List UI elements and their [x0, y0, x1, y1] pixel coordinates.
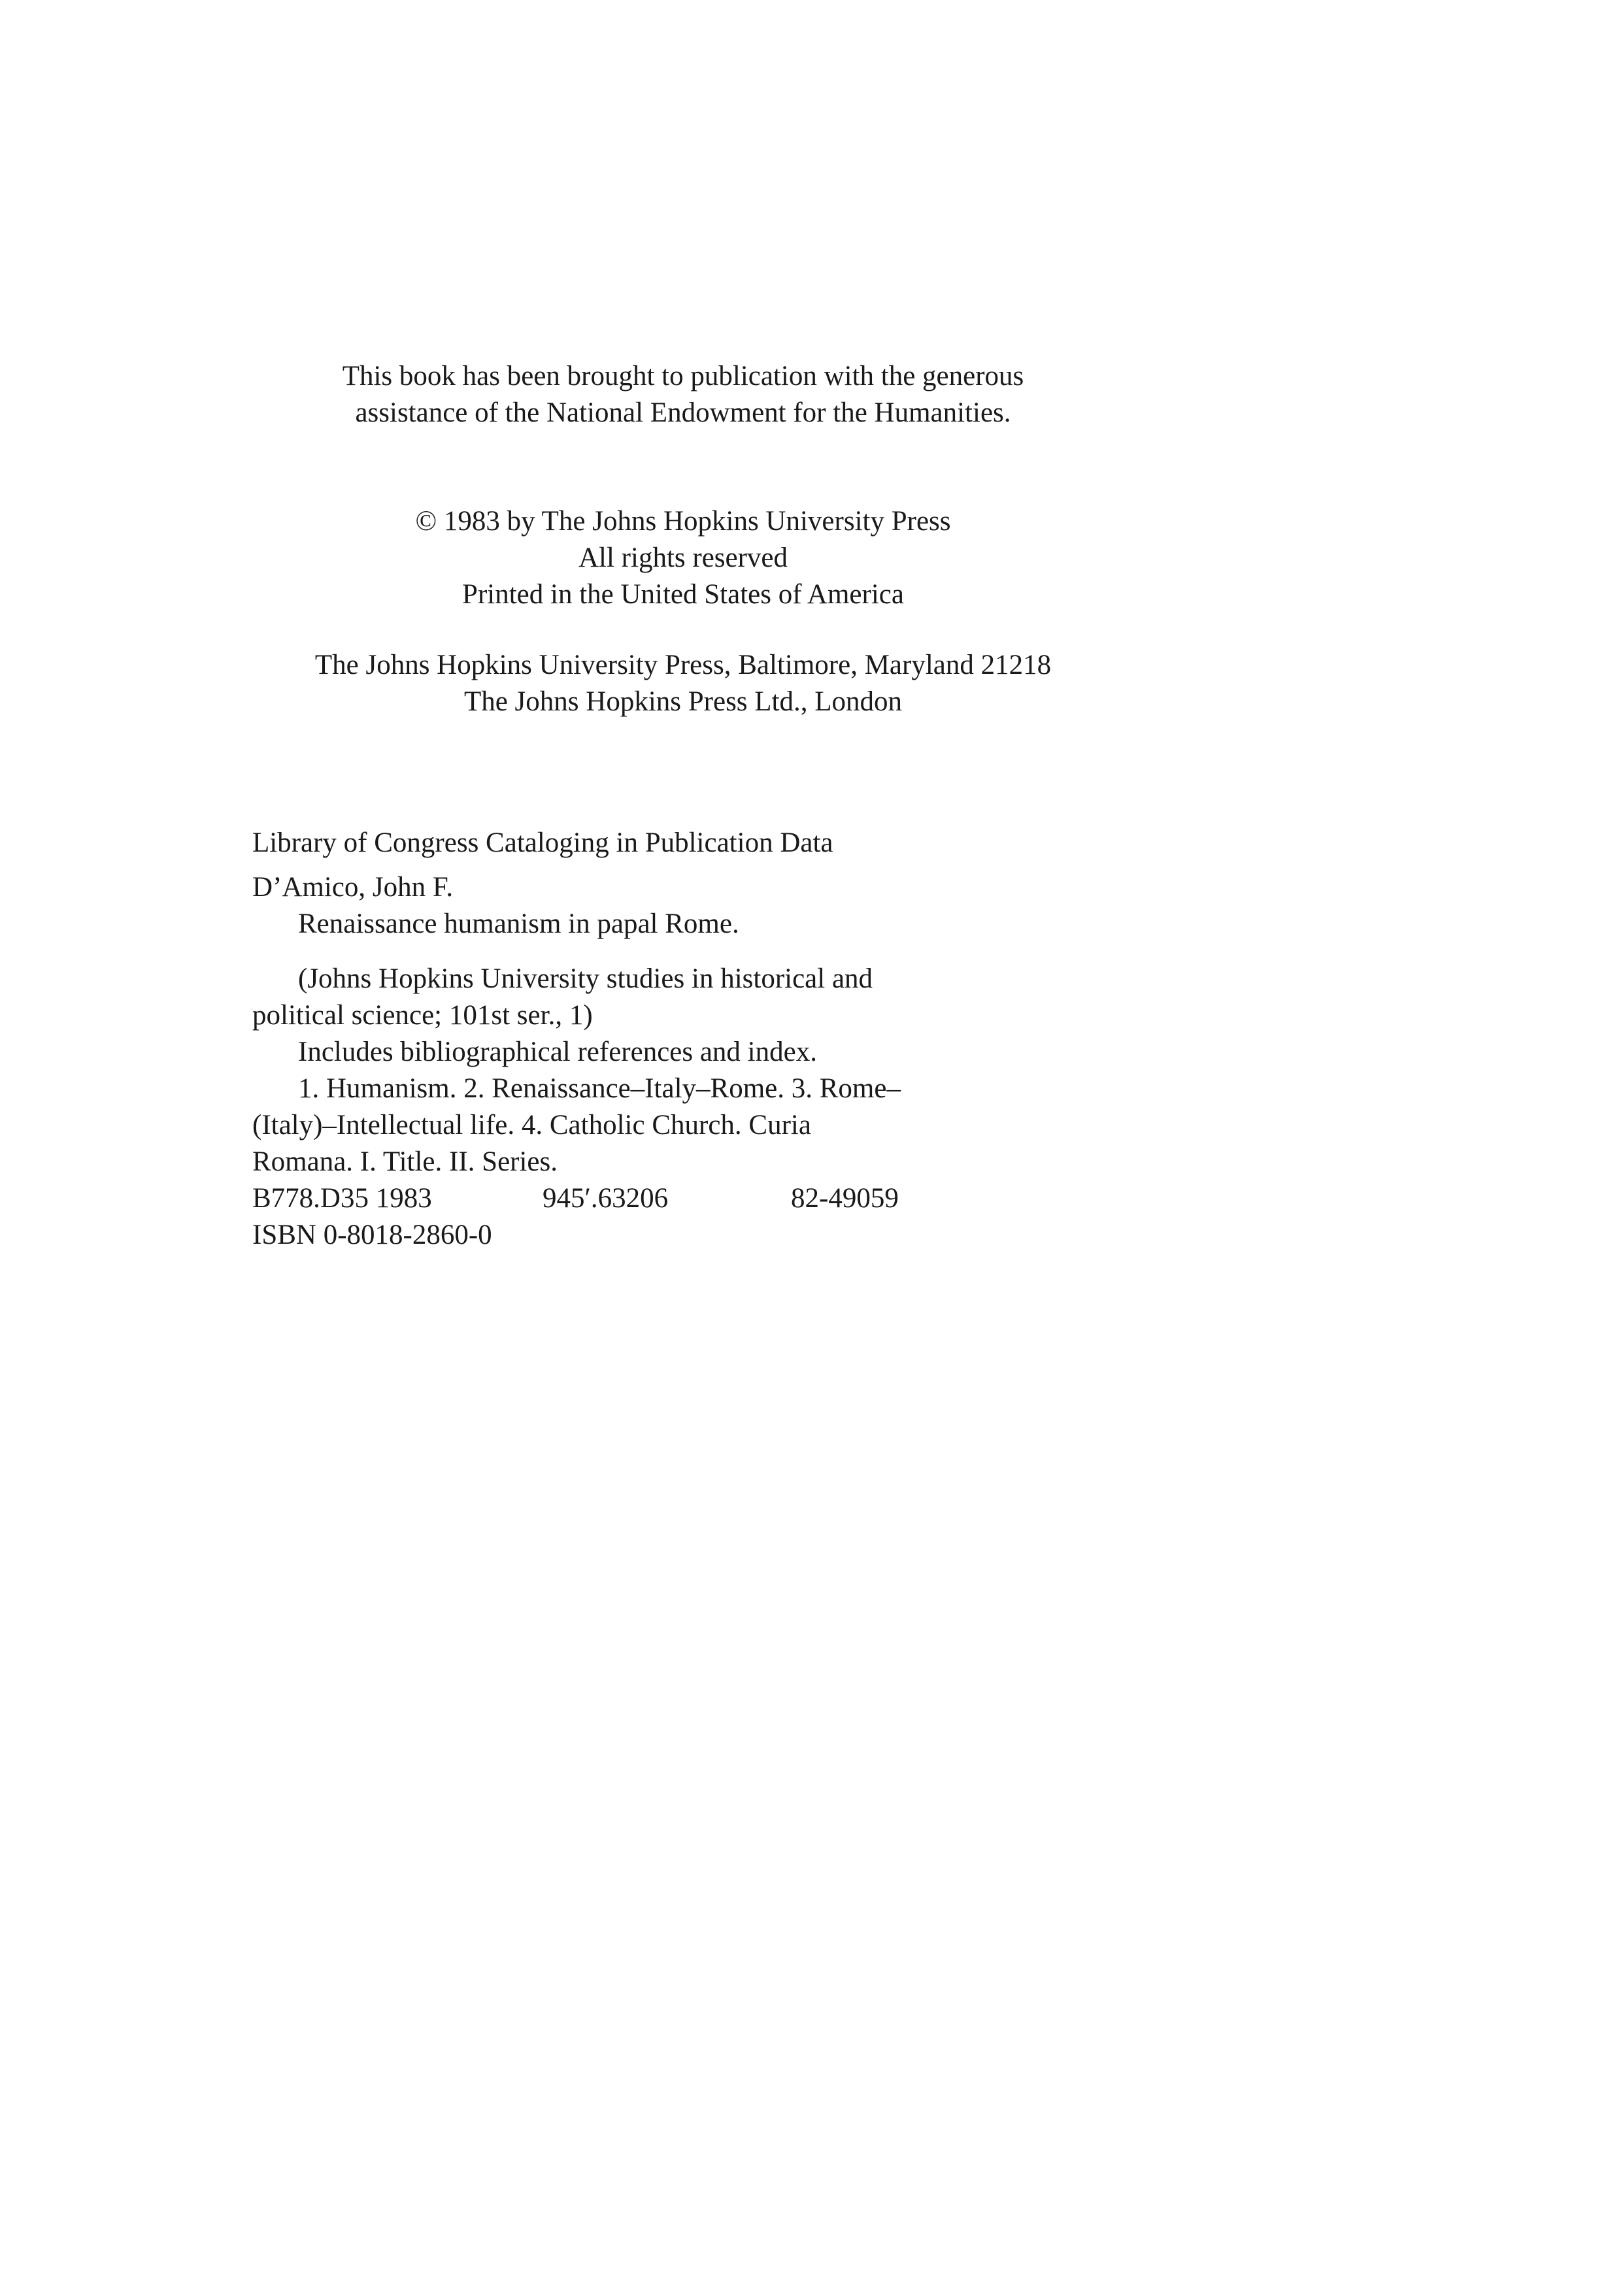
- cip-lccn: 82-49059: [791, 1183, 899, 1214]
- cip-dewey: 945′.63206: [543, 1183, 669, 1214]
- copyright-line: © 1983 by The Johns Hopkins University Press: [415, 506, 951, 537]
- cip-title: Renaissance humanism in papal Rome.: [298, 908, 739, 939]
- funding-line-1: This book has been brought to publication with the generous: [342, 361, 1024, 391]
- cip-series-line-2: political science; 101st ser., 1): [252, 1000, 593, 1031]
- publisher-line-2: The Johns Hopkins Press Ltd., London: [463, 686, 903, 717]
- cip-call-number: B778.D35 1983: [252, 1183, 432, 1214]
- cip-notes: Includes bibliographical references and index.: [298, 1037, 817, 1067]
- cip-subjects-line-3: Romana. I. Title. II. Series.: [252, 1146, 558, 1177]
- funding-line-2: assistance of the National Endowment for the Humanities.: [355, 397, 1011, 428]
- publisher-info: [248, 647, 1118, 720]
- cip-author: D’Amico, John F.: [252, 872, 454, 903]
- cip-author-block: [252, 869, 1167, 942]
- copyright-notice: [248, 503, 1118, 613]
- cip-record-details: [252, 961, 1167, 1254]
- cip-classification-row: [252, 1180, 1167, 1217]
- cip-series-line-1: (Johns Hopkins University studies in historical and: [298, 963, 873, 994]
- cip-subjects-line-1: 1. Humanism. 2. Renaissance–Italy–Rome. 3. Rome–: [298, 1073, 901, 1104]
- funding-acknowledgement: [248, 358, 1118, 431]
- cip-isbn: ISBN 0-8018-2860-0: [252, 1220, 492, 1250]
- cip-subjects-line-2: (Italy)–Intellectual life. 4. Catholic Church. Curia: [252, 1110, 811, 1140]
- cip-heading: [252, 825, 1167, 861]
- cip-heading-text: Library of Congress Cataloging in Publication Data: [252, 827, 833, 858]
- printed-line: Printed in the United States of America: [462, 579, 904, 610]
- rights-line: All rights reserved: [578, 542, 788, 573]
- publisher-line-1: The Johns Hopkins University Press, Baltimore, Maryland 21218: [314, 650, 1052, 680]
